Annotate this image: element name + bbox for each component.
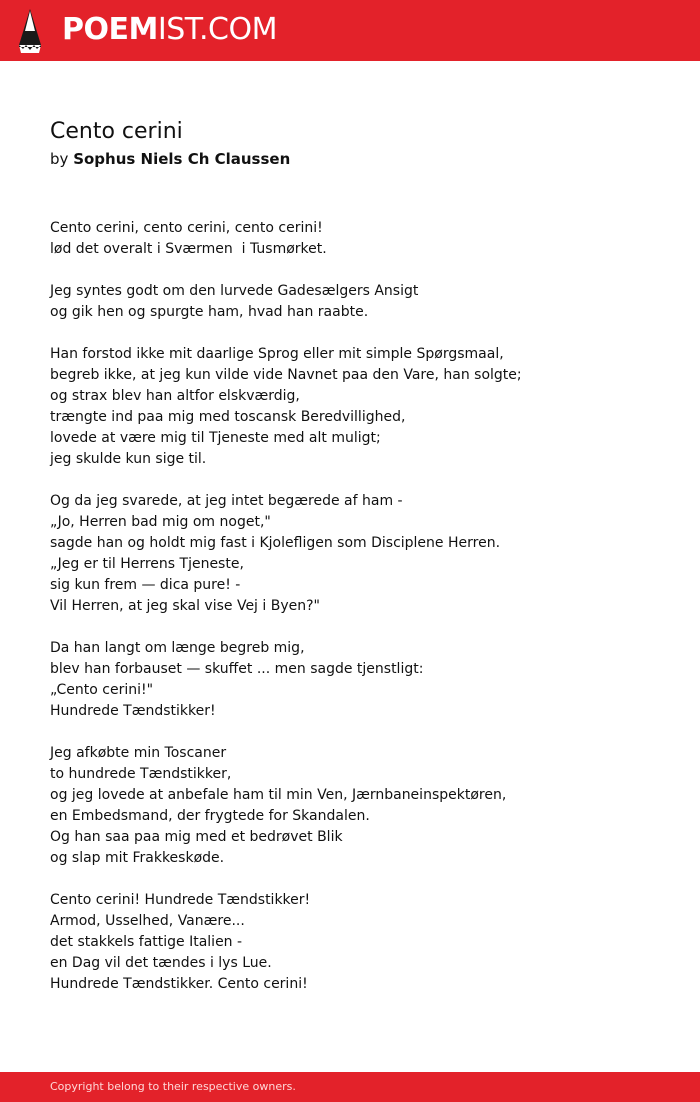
author-name[interactable]: Sophus Niels Ch Claussen bbox=[73, 150, 291, 168]
poem-line: Da han langt om længe begreb mig, bbox=[50, 640, 305, 656]
poem-line: Jeg syntes godt om den lurvede Gadesælgers Ansigt bbox=[50, 283, 419, 299]
stanza bbox=[50, 638, 670, 722]
poem-line: Hundrede Tændstikker. Cento cerini! bbox=[50, 976, 308, 992]
poem-line: en Embedsmand, der frygtede for Skandalen. bbox=[50, 808, 370, 824]
copyright-text: Copyright belong to their respective owners. bbox=[50, 1080, 296, 1093]
poem-line: Cento cerini, cento cerini, cento cerini! bbox=[50, 220, 323, 236]
poem-line: og slap mit Frakkeskøde. bbox=[50, 850, 225, 866]
poem-line: begreb ikke, at jeg kun vilde vide Navnet paa den Vare, han solgte; bbox=[50, 367, 522, 383]
site-header bbox=[0, 0, 700, 61]
poem-line: Armod, Usselhed, Vanære... bbox=[50, 913, 245, 929]
poem-line: Og han saa paa mig med et bedrøvet Blik bbox=[50, 829, 343, 845]
poem-line: lød det overalt i Sværmen i Tusmørket. bbox=[50, 241, 327, 257]
stanza bbox=[50, 491, 670, 617]
poem-line: sagde han og holdt mig fast i Kjolefligen som Disciplene Herren. bbox=[50, 535, 501, 551]
poem-line: „Jo, Herren bad mig om noget," bbox=[50, 514, 271, 530]
logo-text-light: IST.COM bbox=[157, 12, 277, 47]
poem-line: sig kun frem — dica pure! - bbox=[50, 577, 241, 593]
poem-line: blev han forbauset — skuffet ... men sagde tjenstligt: bbox=[50, 661, 424, 677]
site-logo[interactable] bbox=[62, 11, 277, 49]
poem-line: Han forstod ikke mit daarlige Sprog eller mit simple Spørgsmaal, bbox=[50, 346, 504, 362]
stanza bbox=[50, 890, 670, 995]
stanza bbox=[50, 344, 670, 470]
poem-line: en Dag vil det tændes i lys Lue. bbox=[50, 955, 272, 971]
poem-line: og jeg lovede at anbefale ham til min Ven, Jærnbaneinspektøren, bbox=[50, 787, 507, 803]
poem-line: „Jeg er til Herrens Tjeneste, bbox=[50, 556, 244, 572]
poem-line: Vil Herren, at jeg skal vise Vej i Byen?" bbox=[50, 598, 320, 614]
stanza bbox=[50, 281, 670, 323]
pencil-icon[interactable] bbox=[17, 9, 43, 53]
poem-line: og gik hen og spurgte ham, hvad han raabte. bbox=[50, 304, 369, 320]
poem-line: to hundrede Tændstikker, bbox=[50, 766, 232, 782]
poem-title: Cento cerini bbox=[50, 119, 183, 144]
poem-line: lovede at være mig til Tjeneste med alt muligt; bbox=[50, 430, 381, 446]
site-footer bbox=[0, 1072, 700, 1102]
by-label: by bbox=[50, 150, 69, 168]
byline bbox=[50, 149, 290, 169]
poem-line: jeg skulde kun sige til. bbox=[50, 451, 207, 467]
poem-line: Cento cerini! Hundrede Tændstikker! bbox=[50, 892, 311, 908]
poem-line: Jeg afkøbte min Toscaner bbox=[50, 745, 227, 761]
logo-text-bold: POEM bbox=[62, 12, 158, 47]
poem-line: Hundrede Tændstikker! bbox=[50, 703, 216, 719]
poem-line: og strax blev han altfor elskværdig, bbox=[50, 388, 300, 404]
poem-line: „Cento cerini!" bbox=[50, 682, 154, 698]
poem-body bbox=[50, 218, 670, 1016]
stanza bbox=[50, 218, 670, 260]
poem-line: trængte ind paa mig med toscansk Beredvillighed, bbox=[50, 409, 406, 425]
stanza bbox=[50, 743, 670, 869]
poem-line: Og da jeg svarede, at jeg intet begærede af ham - bbox=[50, 493, 403, 509]
poem-line: det stakkels fattige Italien - bbox=[50, 934, 243, 950]
